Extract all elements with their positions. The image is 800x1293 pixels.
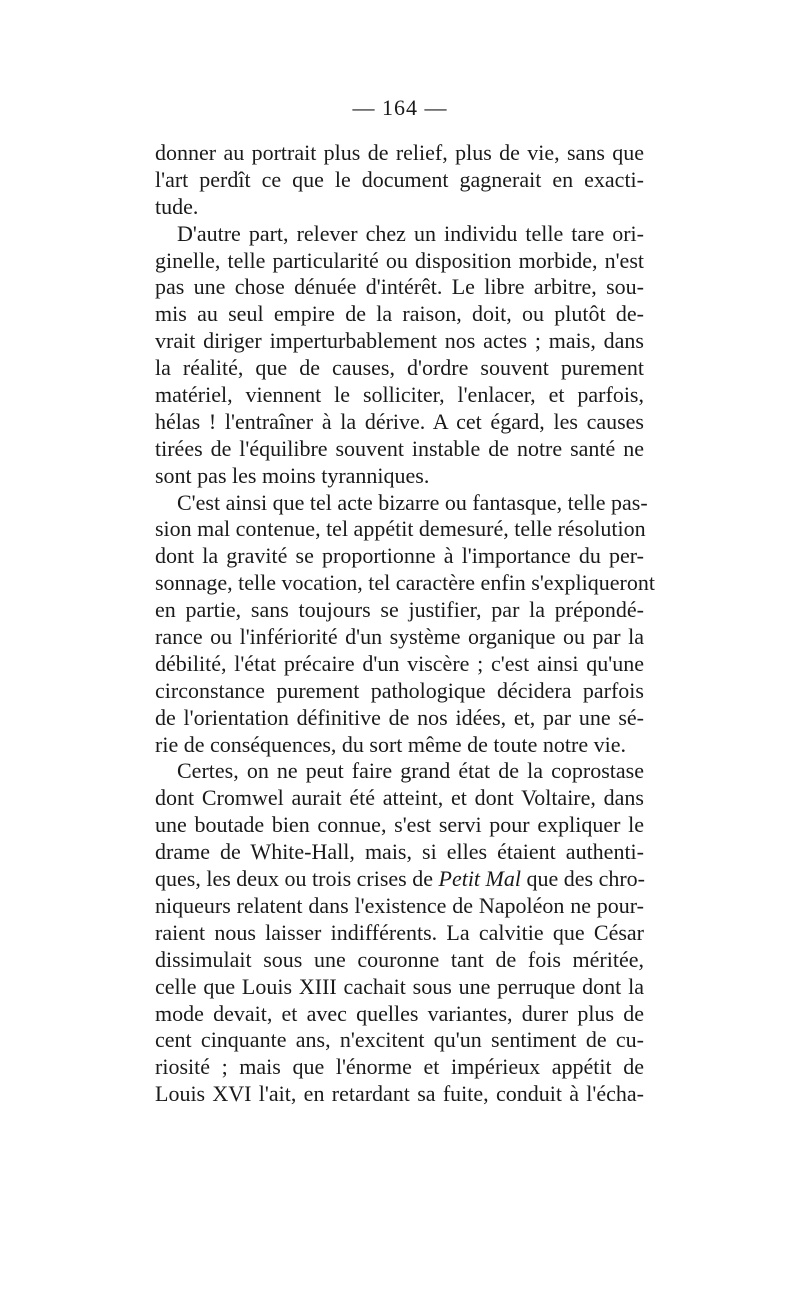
text-line: dissimulait sous une couronne tant de fois méritée, — [155, 946, 644, 972]
text-line-with-italic — [155, 866, 644, 893]
body-text — [155, 140, 655, 1108]
text-line: tirées de l'équilibre souvent instable de notre santé ne — [155, 435, 644, 461]
text-line: sion mal contenue, tel appétit demesuré, telle résolution — [155, 516, 646, 542]
text-line: cent cinquante ans, n'excitent qu'un sentiment de cu- — [155, 1027, 644, 1053]
text-line: en partie, sans toujours se justifier, par la prépondé- — [155, 597, 644, 623]
text-line: matériel, viennent le solliciter, l'enlacer, et parfois, — [155, 382, 644, 408]
text-line: ginelle, telle particularité ou disposition morbide, n'est — [155, 247, 644, 273]
text-line: sont pas les moins tyranniques. — [155, 462, 430, 488]
paragraph-2 — [155, 221, 644, 490]
text-line: dont la gravité se proportionne à l'importance du per- — [155, 543, 644, 569]
text-line: riosité ; mais que l'énorme et impérieux appétit de — [155, 1054, 644, 1080]
paragraph-4 — [155, 758, 644, 1108]
text-line: débilité, l'état précaire d'un viscère ; c'est ainsi qu'une — [155, 650, 644, 676]
text-segment: ques, les deux ou trois crises de — [155, 866, 439, 892]
text-line: rance ou l'infériorité d'un système organique ou par la — [155, 624, 644, 650]
text-line: mode devait, et avec quelles variantes, durer plus de — [155, 1000, 644, 1026]
text-line: celle que Louis XIII cachait sous une perruque dont la — [155, 973, 644, 999]
text-segment: que des chro- — [520, 866, 645, 892]
text-line: de l'orientation définitive de nos idées, et, par une sé- — [155, 704, 644, 730]
text-line: mis au seul empire de la raison, doit, ou plutôt de- — [155, 301, 644, 327]
paragraph-3 — [155, 489, 655, 759]
text-line: dont Cromwel aurait été atteint, et dont Voltaire, dans — [155, 785, 644, 811]
page-number: — 164 — — [352, 95, 448, 120]
text-line: sonnage, telle vocation, tel caractère enfin s'expliqueront — [155, 570, 655, 596]
text-line: Louis XVI l'ait, en retardant sa fuite, conduit à l'écha- — [155, 1081, 644, 1107]
text-line: hélas ! l'entraîner à la dérive. A cet égard, les causes — [155, 408, 644, 434]
text-line: une boutade bien connue, s'est servi pour expliquer le — [155, 812, 644, 838]
italic-term-petit-mal: Petit Mal — [438, 866, 521, 892]
text-line: circonstance purement pathologique décidera parfois — [155, 677, 644, 703]
text-line: C'est ainsi que tel acte bizarre ou fantasque, telle pas- — [177, 489, 648, 515]
text-line: D'autre part, relever chez un individu telle tare ori- — [177, 220, 644, 246]
text-line: vrait diriger imperturbablement nos actes ; mais, dans — [155, 328, 644, 354]
text-line: la réalité, que de causes, d'ordre souvent purement — [155, 355, 644, 381]
text-line: raient nous laisser indifférents. La calvitie que César — [155, 919, 644, 945]
text-line: rie de conséquences, du sort même de toute notre vie. — [155, 731, 627, 757]
text-line: drame de White-Hall, mais, si elles étaient authenti- — [155, 839, 644, 865]
text-line: l'art perdît ce que le document gagnerait en exacti- — [155, 166, 644, 192]
text-line: donner au portrait plus de relief, plus de vie, sans que — [155, 140, 644, 165]
text-line: tude. — [155, 193, 199, 219]
text-line: pas une chose dénuée d'intérêt. Le libre arbitre, sou- — [155, 274, 644, 300]
text-line: niqueurs relatent dans l'existence de Napoléon ne pour- — [155, 892, 644, 918]
paragraph-1 — [155, 140, 644, 221]
text-line: Certes, on ne peut faire grand état de la coprostase — [177, 758, 644, 784]
